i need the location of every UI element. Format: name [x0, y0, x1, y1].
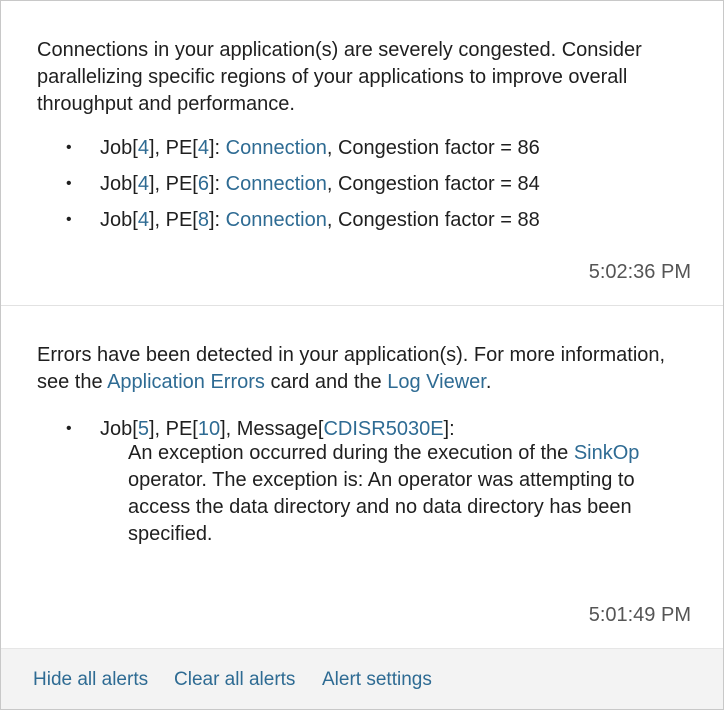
- list-item: • Job[4], PE[4]: Connection, Congestion factor = 86: [37, 130, 691, 166]
- congestion-factor: , Congestion factor = 88: [326, 209, 540, 231]
- error-detail: An exception occurred during the execution of the SinkOp operator. The exception is: An operator was attempting to access the data directory and no data directory has been specified.: [128, 442, 640, 545]
- list-item: • Job[4], PE[6]: Connection, Congestion factor = 84: [37, 166, 691, 202]
- alert-message: Connections in your application(s) are severely congested. Consider parallelizing specific regions of your applications to improve overall throughput and performance.: [37, 39, 642, 115]
- errors-alert: [1, 306, 723, 649]
- congestion-factor: , Congestion factor = 84: [326, 173, 540, 195]
- list-item: • Job[5], PE[10], Message[CDISR5030E]:: [37, 411, 691, 447]
- bullet-icon: •: [66, 420, 72, 437]
- application-errors-link[interactable]: Application Errors: [107, 371, 265, 393]
- log-viewer-link[interactable]: Log Viewer: [387, 371, 486, 393]
- list-item: • Job[4], PE[8]: Connection, Congestion factor = 88: [37, 202, 691, 238]
- job-link[interactable]: 4: [137, 137, 149, 159]
- pe-link[interactable]: 4: [197, 137, 209, 159]
- bullet-icon: •: [66, 211, 72, 228]
- bullet-icon: •: [66, 175, 72, 192]
- job-link[interactable]: 4: [137, 209, 149, 231]
- alert-items: [37, 130, 691, 238]
- congestion-factor: , Congestion factor = 86: [326, 137, 540, 159]
- alert-timestamp: 5:01:49 PM: [588, 604, 691, 626]
- congestion-alert: [1, 1, 723, 306]
- job-link[interactable]: 5: [137, 418, 149, 440]
- bullet-icon: •: [66, 139, 72, 156]
- alert-settings-link[interactable]: Alert settings: [322, 669, 432, 690]
- pe-link[interactable]: 6: [197, 173, 209, 195]
- sinkop-link[interactable]: SinkOp: [573, 442, 640, 464]
- hide-all-alerts-link[interactable]: Hide all alerts: [33, 669, 149, 690]
- alert-message: Errors have been detected in your application(s). For more information, see the Application Errors card and the Log Viewer.: [37, 344, 666, 393]
- connection-link[interactable]: Connection: [225, 137, 327, 159]
- alert-timestamp: 5:02:36 PM: [588, 261, 691, 283]
- pe-link[interactable]: 8: [197, 209, 209, 231]
- alerts-footer: [1, 648, 723, 709]
- connection-link[interactable]: Connection: [225, 209, 327, 231]
- alert-items: [37, 411, 691, 447]
- job-link[interactable]: 4: [137, 173, 149, 195]
- pe-link[interactable]: 10: [197, 418, 221, 440]
- clear-all-alerts-link[interactable]: Clear all alerts: [174, 669, 296, 690]
- connection-link[interactable]: Connection: [225, 173, 327, 195]
- message-id-link[interactable]: CDISR5030E: [323, 418, 444, 440]
